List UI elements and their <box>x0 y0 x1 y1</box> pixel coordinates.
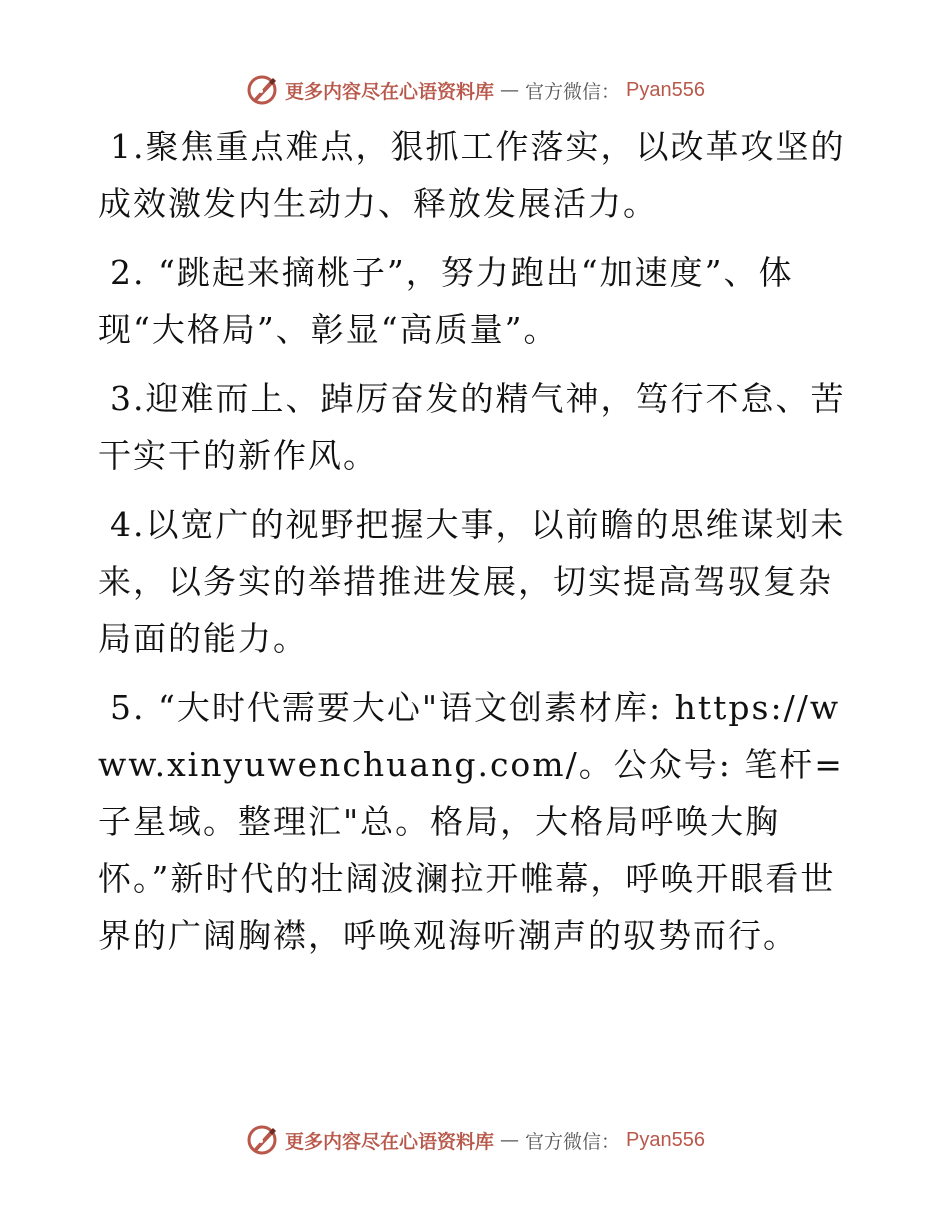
paragraph-4: 4.以宽广的视野把握大事，以前瞻的思维谋划未来，以务实的举措推进发展，切实提高驾驭复杂局面的能力。 <box>98 505 846 658</box>
paragraph-3: 3.迎难而上、踔厉奋发的精气神，笃行不怠、苦干实干的新作风。 <box>98 379 846 475</box>
paragraph-1: 1.聚焦重点难点，狠抓工作落实，以改革攻坚的成效激发内生动力、释放发展活力。 <box>98 127 846 223</box>
footer-separator: — <box>500 1129 520 1151</box>
header-wechat-id: Pyan556 <box>626 78 705 101</box>
paragraph-2: 2. “跳起来摘桃子”，努力跑出“加速度”、体现“大格局”、彰显“高质量”。 <box>98 253 794 349</box>
header-wechat-label: 官方微信： <box>525 80 621 103</box>
footer-banner <box>0 1120 950 1160</box>
pen-logo-icon <box>245 1123 279 1157</box>
footer-wechat-id: Pyan556 <box>626 1128 705 1151</box>
pen-logo-icon <box>245 73 279 107</box>
footer-brand-text: 更多内容尽在心语资料库 <box>285 1130 495 1153</box>
paragraph-5: 5. “大时代需要大心"语文创素材库: https://www.xinyuwenchuang.com/。公众号: 笔杆=子星域。整理汇"总。格局，大格局呼唤大胸怀。”新时代的壮阔波澜拉开帷幕，呼唤开眼看世界的广阔胸襟，呼唤观海听潮声的驭势而行。 <box>98 688 844 955</box>
header-brand-text: 更多内容尽在心语资料库 <box>285 80 495 103</box>
footer-wechat-label: 官方微信： <box>525 1130 621 1153</box>
header-banner <box>0 70 950 110</box>
document-body <box>98 118 858 976</box>
header-separator: — <box>500 79 520 101</box>
